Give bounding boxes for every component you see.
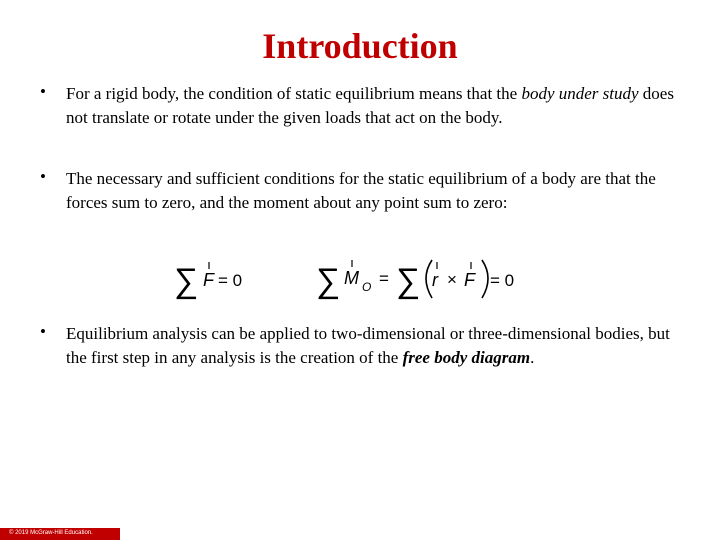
bullet-text — [66, 82, 680, 130]
bullet-icon: • — [40, 82, 46, 101]
sigma-symbol: ∑ — [316, 262, 341, 300]
bullet-text-part: Equilibrium analysis can be applied to two-dimensional or three-dimensional bodies, but the first step in any analysis is the creation of the — [66, 324, 670, 367]
bullet-item — [40, 167, 680, 215]
position-vector: r — [432, 270, 438, 290]
equals-zero: = 0 — [490, 271, 515, 290]
bullet-icon: • — [40, 322, 46, 341]
bullet-text-italic: body under study — [521, 84, 639, 103]
moment-subscript: O — [362, 280, 372, 294]
sigma-symbol: ∑ — [396, 262, 421, 300]
bullet-item — [40, 322, 680, 370]
bullet-text-part: For a rigid body, the condition of static equilibrium means that the — [66, 84, 522, 103]
bullet-text-part: does not translate or rotate under the given loads that act on the body. — [66, 84, 674, 127]
bullet-text — [66, 322, 680, 370]
bullet-item — [40, 82, 680, 130]
equals-zero: = 0 — [218, 271, 243, 290]
slide-title: Introduction — [262, 26, 458, 66]
force-vector: F — [203, 270, 214, 290]
bullet-text-bold-italic: free body diagram — [402, 348, 531, 367]
moment-vector: M — [344, 268, 359, 288]
copyright-footer: © 2019 McGraw-Hill Education. — [9, 530, 93, 536]
bullet-icon: • — [40, 167, 46, 186]
cross-product-sign: × — [447, 270, 457, 289]
force-sum-equation — [174, 262, 242, 300]
equals-sign: = — [379, 269, 389, 288]
bullet-text-part: . — [530, 348, 535, 367]
right-paren — [482, 260, 488, 298]
force-vector: F — [464, 270, 475, 290]
bullet-text: The necessary and sufficient conditions for the static equilibrium of a body are that the forces sum to zero, and the moment about any point sum to zero: — [66, 169, 656, 212]
sigma-symbol: ∑ — [174, 262, 199, 300]
moment-sum-equation — [316, 260, 514, 300]
equilibrium-equations — [0, 254, 720, 304]
